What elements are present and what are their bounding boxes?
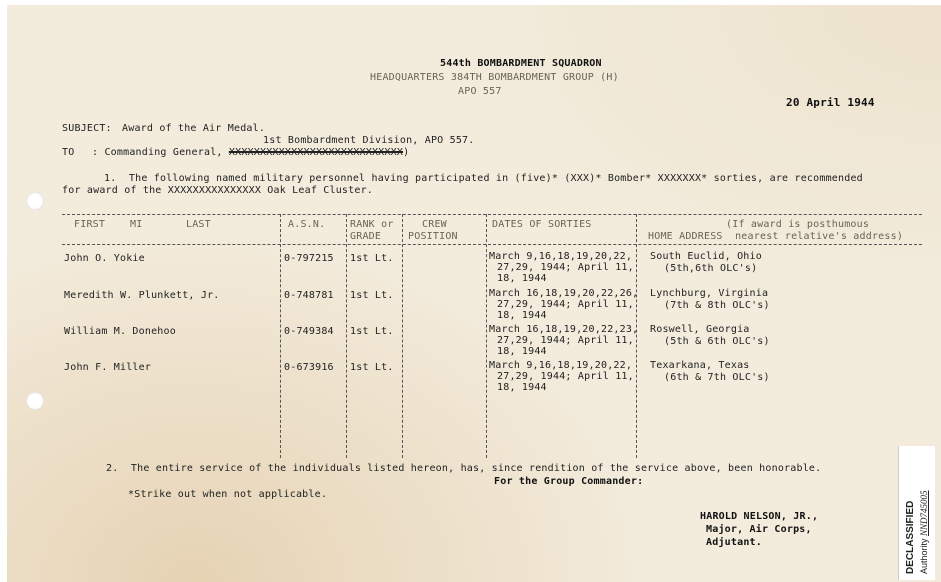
document-date: 20 April 1944	[786, 96, 875, 109]
cell-home: (6th & 7th OLC's)	[664, 372, 770, 383]
table-header-rule	[62, 244, 922, 245]
cell-home: (5th,6th OLC's)	[664, 263, 758, 274]
header-grade: GRADE	[350, 231, 382, 242]
cell-home: Texarkana, Texas	[650, 360, 750, 371]
cell-home: South Euclid, Ohio	[650, 251, 762, 262]
to-text: : Commanding General, XXXXXXXXXXXXXXXXXXXXXXXXXXXX)	[92, 147, 410, 158]
signature-name: HAROLD NELSON, JR.,	[700, 511, 819, 522]
cell-rank: 1st Lt.	[350, 362, 394, 373]
header-rank: RANK or	[350, 219, 394, 230]
cell-home: Lynchburg, Virginia	[650, 288, 769, 299]
division-line: 1st Bombardment Division, APO 557.	[263, 135, 475, 146]
declassified-stamp	[898, 446, 935, 580]
letterhead-headquarters: HEADQUARTERS 384TH BOMBARDMENT GROUP (H)	[370, 72, 619, 83]
letterhead-squadron: 544th BOMBARDMENT SQUADRON	[440, 58, 602, 69]
footnote: *Strike out when not applicable.	[128, 489, 328, 500]
header-crew: CREW	[422, 219, 447, 230]
cell-name: John F. Miller	[64, 362, 152, 373]
personnel-table	[62, 214, 922, 458]
column-divider	[486, 214, 487, 458]
letterhead-apo: APO 557	[458, 86, 502, 97]
cell-dates: 27,29, 1944; April 11,	[497, 335, 634, 346]
cell-dates: March 16,18,19,20,22,26,	[489, 288, 639, 299]
to-label: TO	[62, 147, 75, 158]
cell-name: William M. Donehoo	[64, 326, 176, 337]
cell-dates: March 9,16,18,19,20,22,	[489, 360, 633, 371]
declassified-label: DECLASSIFIED	[905, 500, 916, 574]
cell-dates: March 16,18,19,20,22,23,	[489, 324, 639, 335]
cell-dates: 27,29, 1944; April 11,	[497, 262, 634, 273]
cell-asn: 0-749384	[284, 326, 334, 337]
cell-home: Roswell, Georgia	[650, 324, 750, 335]
column-divider	[346, 214, 347, 458]
cell-home: (5th & 6th OLC's)	[664, 336, 770, 347]
cell-dates: 18, 1944	[497, 310, 547, 321]
cell-rank: 1st Lt.	[350, 253, 394, 264]
cell-asn: 0-797215	[284, 253, 334, 264]
cell-dates: 27,29, 1944; April 11,	[497, 371, 634, 382]
cell-dates: March 9,16,18,19,20,22,	[489, 251, 633, 262]
signature-title: Adjutant.	[706, 537, 762, 548]
paragraph-1-line-2: for award of the XXXXXXXXXXXXXXX Oak Leaf Cluster.	[62, 185, 374, 196]
header-dates: DATES OF SORTIES	[492, 219, 592, 230]
cell-dates: 18, 1944	[497, 273, 547, 284]
authority-line: Authority NND745005	[919, 490, 929, 574]
header-asn: A.S.N.	[288, 219, 326, 230]
column-divider	[280, 214, 281, 458]
cell-dates: 18, 1944	[497, 346, 547, 357]
cell-asn: 0-673916	[284, 362, 334, 373]
cell-rank: 1st Lt.	[350, 290, 394, 301]
header-home-note: (If award is posthumous	[726, 219, 870, 230]
cell-dates: 27,29, 1944; April 11,	[497, 299, 634, 310]
header-position: POSITION	[408, 231, 458, 242]
cell-home: (7th & 8th OLC's)	[664, 300, 770, 311]
cell-name: Meredith W. Plunkett, Jr.	[64, 290, 220, 301]
signature-rank: Major, Air Corps,	[706, 524, 812, 535]
subject-label: SUBJECT:	[62, 123, 112, 134]
paragraph-1-line-1: 1. The following named military personnel having participated in (five)* (XXX)* Bomber* XXXXXXX* sorties, are recommended	[104, 173, 863, 184]
punch-hole	[26, 392, 44, 410]
column-divider	[402, 214, 403, 458]
column-divider	[636, 214, 637, 458]
punch-hole	[26, 192, 44, 210]
for-group-commander: For the Group Commander:	[494, 476, 644, 487]
header-name: FIRST MI LAST	[74, 219, 211, 230]
struck-text: XXXXXXXXXXXXXXXXXXXXXXXXXXXX	[228, 147, 404, 158]
cell-dates: 18, 1944	[497, 382, 547, 393]
paragraph-2: 2. The entire service of the individuals listed hereon, has, since rendition of the service above, been honorable.	[106, 463, 822, 474]
cell-name: John O. Yokie	[64, 253, 145, 264]
cell-rank: 1st Lt.	[350, 326, 394, 337]
cell-asn: 0-748781	[284, 290, 334, 301]
table-top-rule	[62, 214, 922, 215]
header-home-address: HOME ADDRESS nearest relative's address)	[648, 231, 904, 242]
subject-text: Award of the Air Medal.	[122, 123, 266, 134]
